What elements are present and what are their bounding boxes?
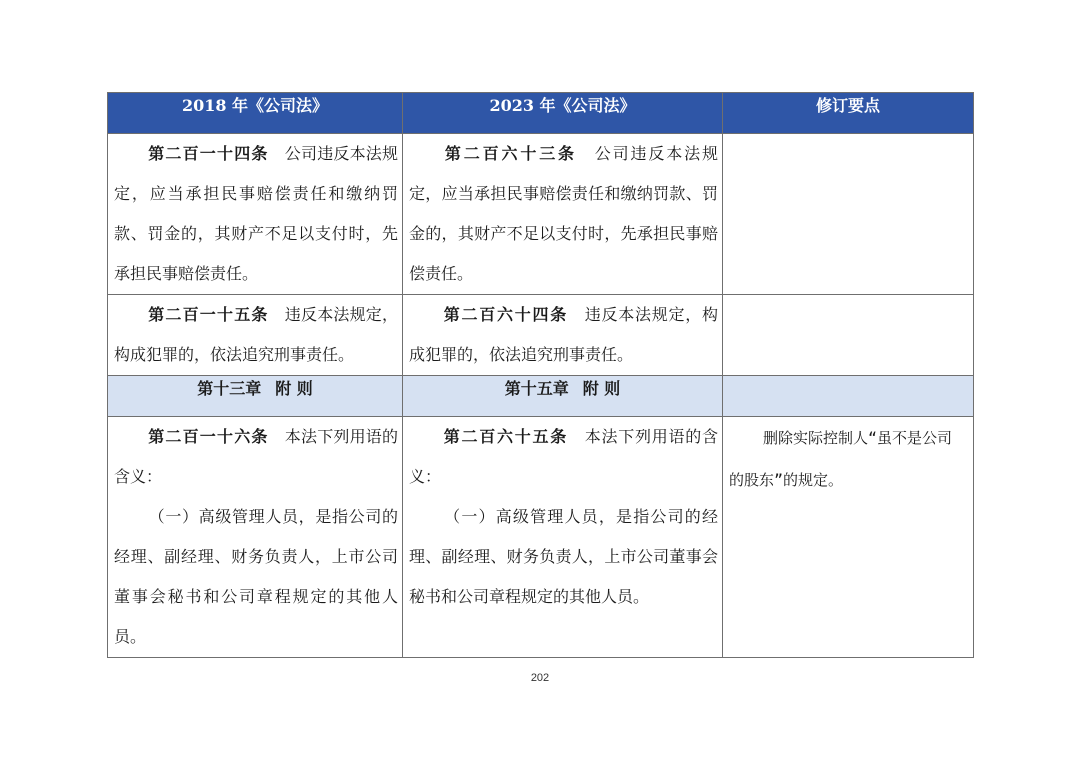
chapter-title: 附 则: [582, 379, 621, 398]
section-heading-note: [723, 376, 974, 417]
article-number: 第二百一十五条: [148, 305, 269, 324]
header-revision-points: 修订要点: [723, 93, 974, 134]
new-law-cell: [403, 417, 723, 658]
old-law-cell: [108, 295, 403, 376]
revision-note-cell: [723, 134, 974, 295]
section-heading-old: [108, 376, 403, 417]
header-2018-law: 2018 年《公司法》: [108, 93, 403, 134]
table-row: [108, 134, 974, 295]
old-law-cell: [108, 134, 403, 295]
table-row: [108, 417, 974, 658]
page-number: 202: [530, 672, 550, 684]
article-number: 第二百一十六条: [148, 427, 269, 446]
article-item-text: （一）高级管理人员，是指公司的经理、副经理、财务负责人，上市公司董事会秘书和公司章程规定的其他人员。: [114, 507, 398, 646]
article-text: 公司违反本法规定，应当承担民事赔偿责任和缴纳罚款、罚金的，其财产不足以支付时，先承担民事赔偿责任。: [114, 144, 398, 283]
article-text: 违反本法规定，构成犯罪的，依法追究刑事责任。: [114, 305, 398, 364]
old-law-cell: [108, 417, 403, 658]
article-text: 本法下列用语的含义：: [409, 427, 718, 486]
article-number: 第二百六十五条: [443, 427, 568, 446]
section-row: [108, 376, 974, 417]
revision-note-cell: [723, 295, 974, 376]
table-header-row: [108, 93, 974, 134]
new-law-cell: [403, 134, 723, 295]
article-text: 违反本法规定，构成犯罪的，依法追究刑事责任。: [409, 305, 718, 364]
article-number: 第二百一十四条: [148, 144, 269, 163]
article-number: 第二百六十四条: [443, 305, 568, 324]
article-text: 本法下列用语的含义：: [114, 427, 398, 486]
table-row: [108, 295, 974, 376]
article-item-text: （一）高级管理人员，是指公司的经理、副经理、财务负责人，上市公司董事会秘书和公司章程规定的其他人员。: [409, 507, 718, 606]
chapter-number: 第十三章: [197, 379, 262, 398]
comparison-table: [107, 92, 974, 658]
header-2023-law: 2023 年《公司法》: [403, 93, 723, 134]
article-number: 第二百六十三条: [443, 144, 577, 163]
revision-note-cell: [723, 417, 974, 658]
chapter-title: 附 则: [275, 379, 313, 398]
article-text: 公司违反本法规定，应当承担民事赔偿责任和缴纳罚款、罚金的，其财产不足以支付时，先承担民事赔偿责任。: [409, 144, 718, 283]
chapter-number: 第十五章: [504, 379, 569, 398]
section-heading-new: [403, 376, 723, 417]
new-law-cell: [403, 295, 723, 376]
revision-note: 删除实际控制人“虽不是公司的股东”的规定。: [729, 429, 953, 489]
